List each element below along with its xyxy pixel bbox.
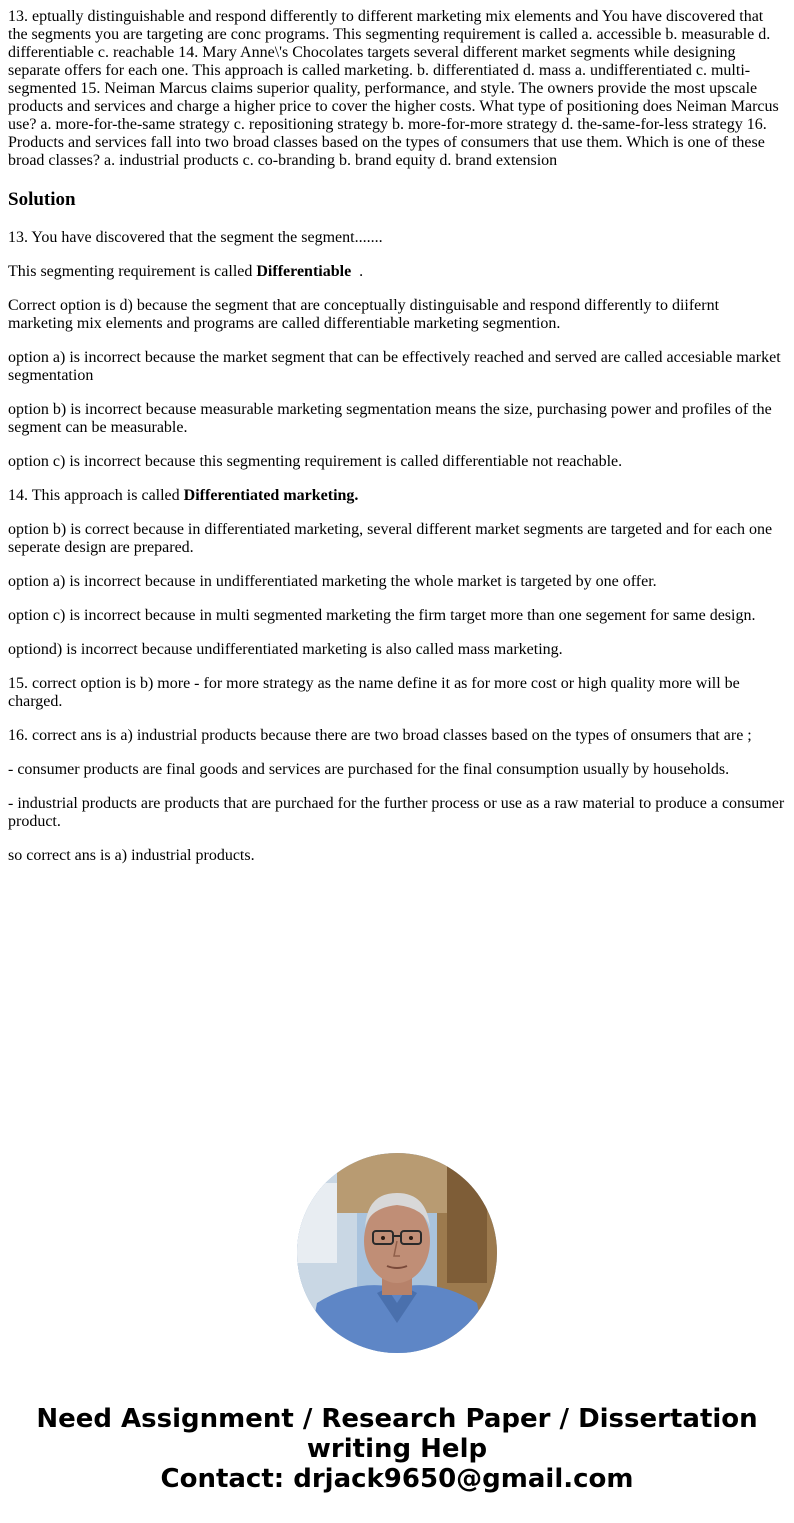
avatar-portrait xyxy=(297,1153,497,1353)
answer-16-industrial: - industrial products are products that are purchaed for the further process or use as a raw material to produce a consumer product. xyxy=(8,795,785,830)
answer-13-requirement-prefix: This segmenting requirement is called xyxy=(8,263,257,280)
solution-heading: Solution xyxy=(8,189,76,210)
answer-13-option-b: option b) is incorrect because measurable marketing segmentation means the size, purchasing power and profiles of the segment can be measurable. xyxy=(8,401,772,436)
answer-13-intro: 13. You have discovered that the segment the segment....... xyxy=(8,229,383,246)
answer-15: 15. correct option is b) more - for more strategy as the name define it as for more cost or high quality more will be charged. xyxy=(8,675,740,710)
answer-16-intro: 16. correct ans is a) industrial products because there are two broad classes based on the types of onsumers that are ; xyxy=(8,727,752,744)
answer-13-option-a: option a) is incorrect because the market segment that can be effectively reached and served are called accesiable market segmentation xyxy=(8,349,781,384)
answer-14-option-d: optiond) is incorrect because undifferentiated marketing is also called mass marketing. xyxy=(8,641,563,658)
avatar xyxy=(297,1153,497,1353)
answer-16-conclusion: so correct ans is a) industrial products. xyxy=(8,847,255,864)
answer-13-requirement-suffix: . xyxy=(351,263,364,280)
document-body xyxy=(8,8,786,881)
banner-line-2: writing Help xyxy=(306,1434,488,1464)
answer-14-keyword: Differentiated marketing. xyxy=(183,487,359,504)
question-text: 13. eptually distinguishable and respond differently to different marketing mix elements and You have discovered that the segments you are targeting are conc programs. This segmenting requirement is called a. accessible b. measurable d. differentiable c. reachable 14. Mary Anne\'s Chocolates targets several different market segments while designing separate offers for each one. This approach is called marketing. b. differentiated d. mass a. undifferentiated c. multi-segmented 15. Neiman Marcus claims superior quality, performance, and style. The owners provide the most upscale products and services and charge a higher price to cover the higher costs. What type of positioning does Neiman Marcus use? a. more-for-the-same strategy c. repositioning strategy b. more-for-more strategy d. the-same-for-less strategy 16. Products and services fall into two broad classes based on the types of consumers that use them. Which is one of these broad classes? a. industrial products c. co-branding b. brand equity d. brand extension xyxy=(8,8,779,169)
answer-14-option-b: option b) is correct because in differentiated marketing, several different market segments are targeted and for each one seperate design are prepared. xyxy=(8,521,773,556)
answer-14-prefix: 14. This approach is called xyxy=(8,487,184,504)
answer-14-option-c: option c) is incorrect because in multi segmented marketing the firm target more than one segement for same design. xyxy=(8,607,756,624)
banner-contact-email: Contact: drjack9650@gmail.com xyxy=(160,1464,634,1494)
answer-16-consumer: - consumer products are final goods and services are purchased for the final consumption usually by households. xyxy=(8,761,730,778)
answer-13-keyword: Differentiable xyxy=(256,263,352,280)
contact-banner xyxy=(0,1404,794,1494)
answer-14-option-a: option a) is incorrect because in undifferentiated marketing the whole market is targeted by one offer. xyxy=(8,573,657,590)
banner-line-1: Need Assignment / Research Paper / Dissertation xyxy=(36,1404,758,1434)
answer-13-option-c: option c) is incorrect because this segmenting requirement is called differentiable not reachable. xyxy=(8,453,623,470)
answer-13-requirement xyxy=(8,263,786,281)
answer-14-intro xyxy=(8,487,786,505)
answer-13-correct-explanation: Correct option is d) because the segment that are conceptually distinguisable and respond differently to diifernt marketing mix elements and programs are called differentiable marketing segmention. xyxy=(8,297,720,332)
